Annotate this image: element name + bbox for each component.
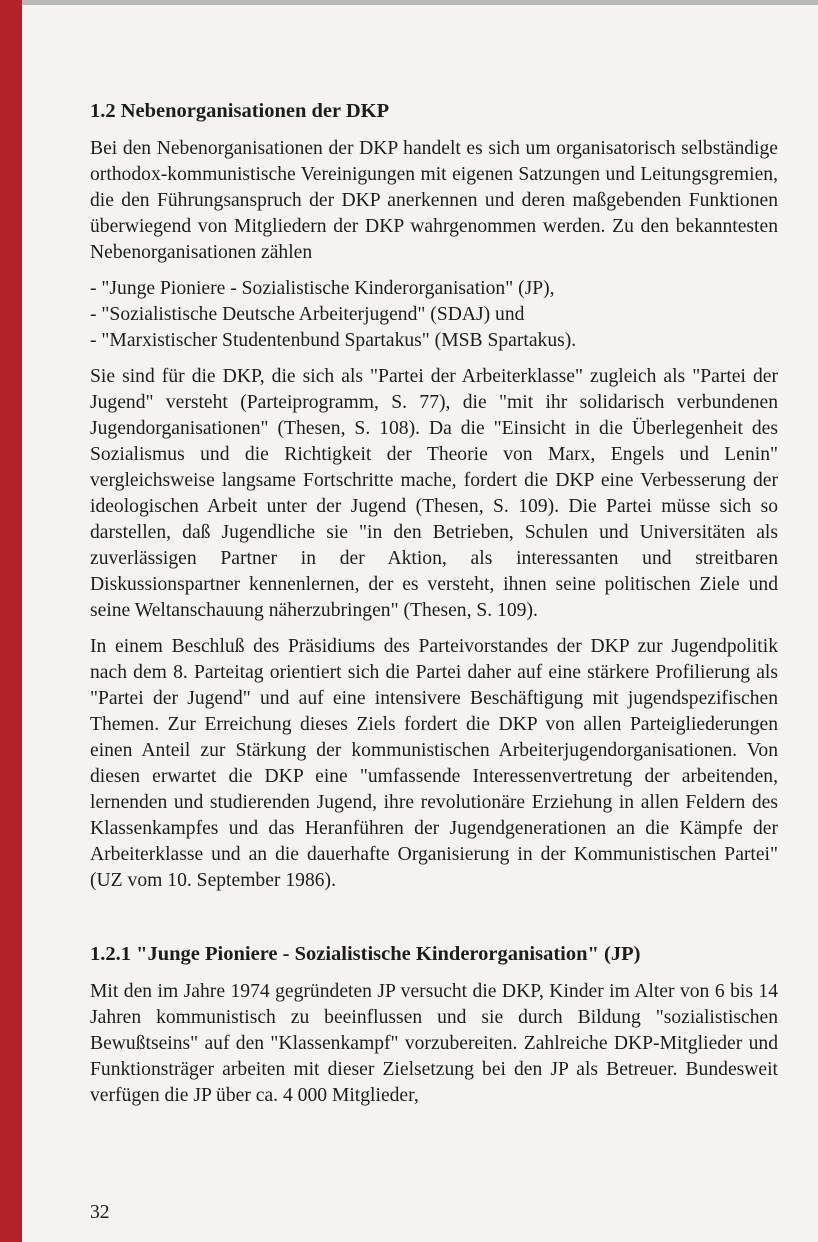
subsection-heading: 1.2.1 "Junge Pioniere - Sozialistische Kinderorganisation" (JP) (90, 943, 641, 965)
page-number: 32 (90, 1202, 110, 1223)
section-paragraph-3: In einem Beschluß des Präsidiums des Parteivorstandes der DKP zur Jugendpolitik nach dem 8. Parteitag orientiert sich die Partei daher auf eine stärkere Profilierung als "Partei der Jugend" und auf eine intensivere Beschäftigung mit jugendspezifischen Themen. Zur Erreichung dieses Ziels fordert die DKP von allen Parteigliederungen einen Anteil zur Stärkung der kommunistischen Arbeiterjugendorganisationen. Von diesen erwartet die DKP eine "umfassende Interessenvertretung der arbeitenden, lernenden und studierenden Jugend, ihre revolutionäre Erziehung in allen Feldern des Klassenkampfes und das Heranführen der Jugendgenerationen an die Kämpfe der Arbeiterklasse und an die dauerhafte Organisierung in der Kommunistischen Partei" (UZ vom 10. September 1986). (90, 636, 778, 891)
list-item: - "Marxistischer Studentenbund Spartakus" (MSB Spartakus). (90, 330, 577, 351)
section-paragraph-2: Sie sind für die DKP, die sich als "Partei der Arbeiterklasse" zugleich als "Partei der Jugend" versteht (Parteiprogramm, S. 77), die "mit ihr solidarisch verbundenen Jugendorganisationen" (Thesen, S. 108). Da die "Einsicht in die Überlegenheit des Sozialismus und die Richtigkeit der Theorie von Marx, Engels und Lenin" vergleichsweise langsame Fortschritte mache, fordert die DKP eine Verbesserung der ideologischen Arbeit unter der Jugend (Thesen, S. 109). Die Partei müsse sich so darstellen, daß Jugendliche sie "in den Betrieben, Schulen und Universitäten als zuverlässigen Partner in der Aktion, als interessanten und streitbaren Diskussionspartner kennenlernen, der es versteht, ihnen seine politischen Ziele und seine Weltanschauung näherzubringen" (Thesen, S. 109). (90, 366, 778, 621)
section-paragraph-1: Bei den Nebenorganisationen der DKP handelt es sich um organisatorisch selbständige orthodox-kommunistische Vereinigungen mit eigenen Satzungen und Leitungsgremien, die den Führungsanspruch der DKP anerkennen und deren maßgebenden Funktionen überwiegend von Mitgliedern der DKP wahrgenommen werden. Zu den bekanntesten Nebenorganisationen zählen (90, 138, 778, 263)
document-page (90, 98, 778, 1109)
list-item: - "Junge Pioniere - Sozialistische Kinderorganisation" (JP), (90, 278, 555, 299)
list-item: - "Sozialistische Deutsche Arbeiterjugend" (SDAJ) und (90, 304, 525, 325)
subsection-paragraph-1: Mit den im Jahre 1974 gegründeten JP versucht die DKP, Kinder im Alter von 6 bis 14 Jahren kommunistisch zu beeinflussen und sie durch Bildung "sozialistischen Bewußtseins" auf den "Klassenkampf" vorzubereiten. Zahlreiche DKP-Mitglieder und Funktionsträger arbeiten mit dieser Zielsetzung bei den JP als Betreuer. Bundesweit verfügen die JP über ca. 4 000 Mitglieder, (90, 981, 778, 1106)
scan-top-edge (22, 0, 818, 5)
organisation-list (90, 276, 778, 354)
red-edge-band (0, 0, 22, 1242)
section-heading: 1.2 Nebenorganisationen der DKP (90, 100, 390, 122)
